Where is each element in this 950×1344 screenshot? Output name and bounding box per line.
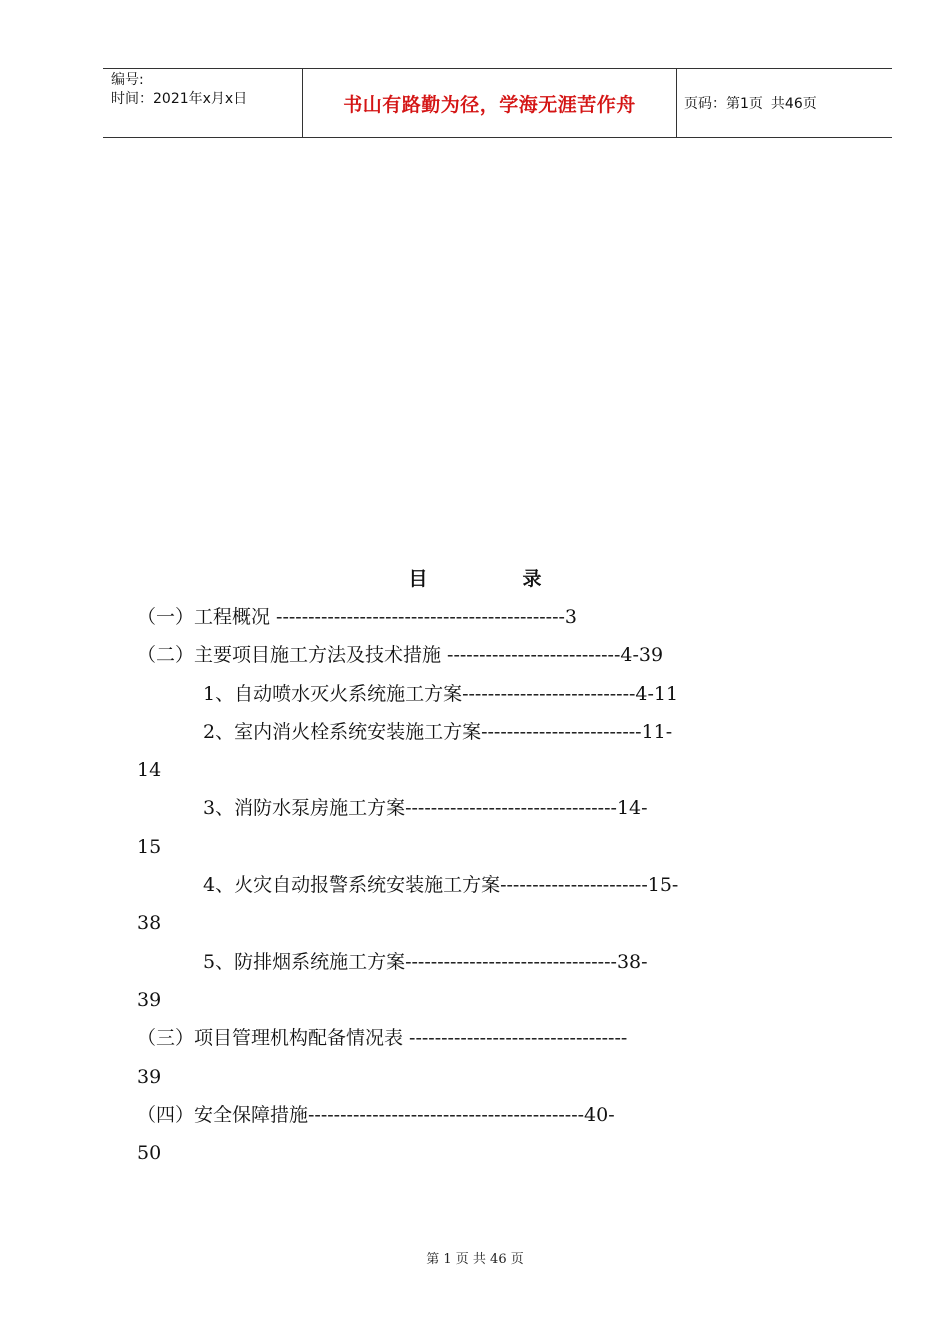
page-total: 共46页 <box>770 96 817 112</box>
motto-text: 书山有路勤为径，学海无涯苦作舟 <box>343 93 636 116</box>
header-motto-cell <box>303 69 677 137</box>
toc-entry-2-2[interactable]: 2、室内消火栓系统安装施工方案-------------------------11- <box>203 720 673 743</box>
toc-title-right: 录 <box>522 568 542 590</box>
table-of-contents <box>137 598 857 1172</box>
header-info-cell <box>103 69 303 137</box>
page-label: 页码：第1页 <box>684 96 763 112</box>
toc-title-left: 目 <box>408 568 428 590</box>
toc-entry-3[interactable]: （三）项目管理机构配备情况表 ---------------------------------- <box>137 1027 628 1050</box>
toc-entry-2-5[interactable]: 5、防排烟系统施工方案---------------------------------38- <box>203 950 648 973</box>
toc-entry-2[interactable]: （二）主要项目施工方法及技术措施 ---------------------------4-39 <box>137 644 664 667</box>
toc-title <box>0 566 950 592</box>
page-footer: 第 1 页 共 46 页 <box>426 1252 524 1267</box>
toc-entry-3-page-cont: 39 <box>137 1065 162 1088</box>
toc-entry-2-3[interactable]: 3、消防水泵房施工方案---------------------------------14- <box>203 797 648 820</box>
time-label: 时间：2021年x月x日 <box>111 91 248 107</box>
header-page-cell <box>677 69 892 137</box>
toc-entry-1[interactable]: （一）工程概况 ---------------------------------------------3 <box>137 606 578 628</box>
toc-entry-2-3-page-cont: 15 <box>137 835 162 858</box>
toc-entry-2-4-page-cont: 38 <box>137 912 162 935</box>
toc-entry-2-1[interactable]: 1、自动喷水灭火系统施工方案---------------------------4-11 <box>203 682 679 705</box>
toc-entry-2-5-page-cont: 39 <box>137 988 162 1011</box>
toc-entry-4-page-cont: 50 <box>137 1142 162 1165</box>
toc-entry-2-2-page-cont: 14 <box>137 759 162 782</box>
page-header <box>103 68 892 138</box>
toc-entry-2-4[interactable]: 4、火灾自动报警系统安装施工方案-----------------------15- <box>203 874 679 897</box>
serial-label: 编号: <box>111 72 144 88</box>
toc-entry-4[interactable]: （四）安全保障措施-------------------------------------------40- <box>137 1103 615 1126</box>
